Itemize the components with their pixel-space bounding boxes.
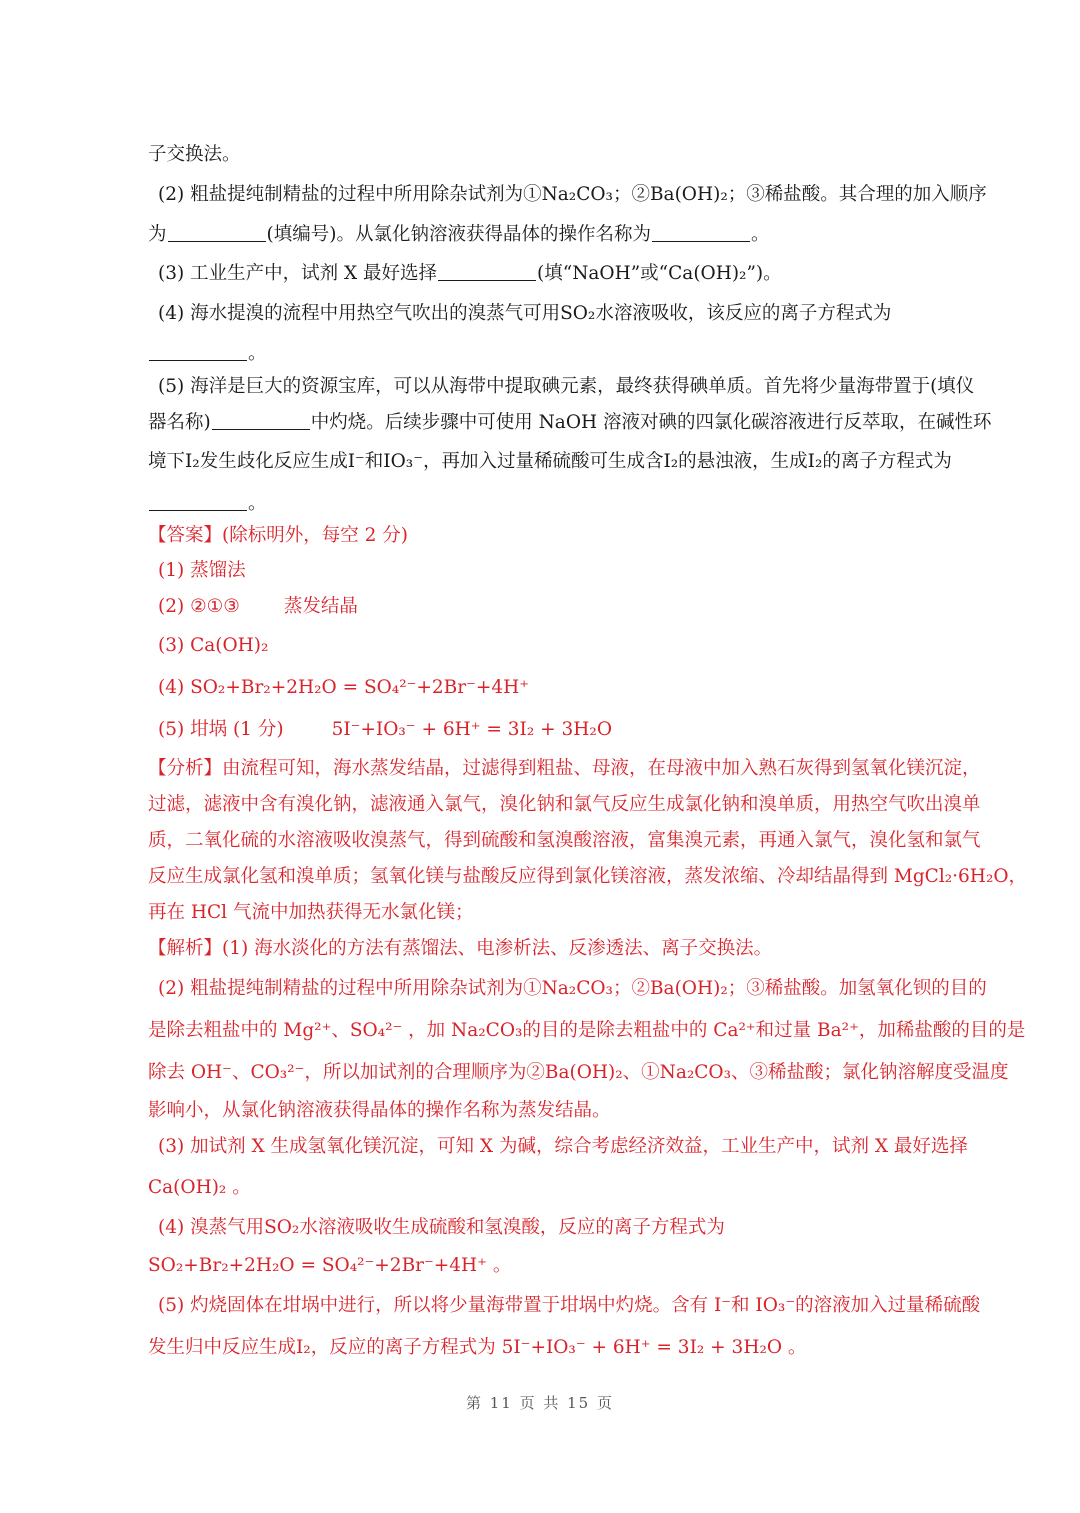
answer-2b: 蒸发结晶: [283, 596, 358, 617]
question-line-5-end: 。: [248, 343, 267, 364]
explanation-line-8: (4) 溴蒸气用SO₂水溶液吸收生成硫酸和氢溴酸，反应的离子方程式为: [158, 1217, 725, 1238]
question-line-6: (5) 海洋是巨大的资源宝库，可以从海带中提取碘元素，最终获得碘单质。首先将少量海带置于(填仪: [158, 376, 975, 397]
answer-5a: (5) 坩埚 (1 分): [158, 719, 284, 740]
explanation-line-6: (3) 加试剂 X 生成氢氧化镁沉淀，可知 X 为碱，综合考虑经济效益，工业生产中，试剂 X 最好选择: [158, 1136, 968, 1157]
answer-blank: [652, 223, 750, 242]
question-line-7a: 器名称): [148, 412, 211, 433]
explanation-line-7: Ca(OH)₂ 。: [148, 1177, 251, 1198]
answer-1: (1) 蒸馏法: [158, 560, 246, 581]
question-line-7b: 中灼烧。后续步骤中可使用 NaOH 溶液对碘的四氯化碳溶液进行反萃取，在碱性环: [310, 412, 992, 433]
question-line-7: [148, 409, 992, 437]
explanation-line-2: (2) 粗盐提纯制精盐的过程中所用除杂试剂为①Na₂CO₃；②Ba(OH)₂；③稀盐酸。加氢氧化钡的目的: [158, 978, 987, 999]
question-line-2b: (填编号)。从氯化钠溶液获得晶体的操作名称为: [266, 224, 651, 245]
answer-blank: [212, 411, 310, 430]
explanation-line-10: (5) 灼烧固体在坩埚中进行，所以将少量海带置于坩埚中灼烧。含有 I⁻和 IO₃⁻的溶液加入过量稀硫酸: [158, 1295, 981, 1316]
analysis-line-3: 质，二氧化硫的水溶液吸收溴蒸气，得到硫酸和氢溴酸溶液，富集溴元素，再通入氯气，溴化氢和氯气: [148, 830, 981, 851]
question-line-8: 境下I₂发生歧化反应生成I⁻和IO₃⁻，再加入过量稀硫酸可生成含I₂的悬浊液，生成I₂的离子方程式为: [148, 451, 952, 472]
explanation-line-9: SO₂+Br₂+2H₂O = SO₄²⁻+2Br⁻+4H⁺ 。: [148, 1255, 512, 1276]
answer-blank: [149, 342, 247, 361]
analysis-line-5: 再在 HCl 气流中加热获得无水氯化镁；: [148, 902, 474, 923]
analysis-line-1: 【分析】由流程可知，海水蒸发结晶，过滤得到粗盐、母液，在母液中加入熟石灰得到氢氧化镁沉淀，: [148, 758, 981, 779]
question-line-9: [148, 490, 978, 518]
question-line-2: [148, 221, 978, 249]
question-line-2a: 为: [148, 224, 167, 245]
answer-5b: 5I⁻+IO₃⁻ + 6H⁺ = 3I₂ + 3H₂O: [331, 719, 612, 740]
question-line-3: [158, 260, 988, 288]
question-line-5: [148, 340, 978, 368]
answer-5: [158, 716, 988, 744]
answer-blank: [149, 492, 247, 511]
answer-header: 【答案】(除标明外，每空 2 分): [148, 525, 408, 546]
question-line-4: (4) 海水提溴的流程中用热空气吹出的溴蒸气可用SO₂水溶液吸收，该反应的离子方程式为: [158, 303, 892, 324]
question-line-1: (2) 粗盐提纯制精盐的过程中所用除杂试剂为①Na₂CO₃；②Ba(OH)₂；③稀盐酸。其合理的加入顺序: [158, 184, 987, 205]
answer-2a: (2) ②①③: [158, 596, 240, 617]
answer-3: (3) Ca(OH)₂: [158, 635, 269, 656]
question-line-3a: (3) 工业生产中，试剂 X 最好选择: [158, 263, 438, 284]
question-line-9-end: 。: [248, 493, 267, 514]
explanation-line-11: 发生归中反应生成I₂，反应的离子方程式为 5I⁻+IO₃⁻ + 6H⁺ = 3I₂ + 3H₂O 。: [148, 1337, 807, 1358]
page-number: 第 11 页 共 15 页: [465, 1394, 614, 1412]
explanation-line-4: 除去 OH⁻、CO₃²⁻，所以加试剂的合理顺序为②Ba(OH)₂、①Na₂CO₃、③稀盐酸；氯化钠溶解度受温度: [148, 1062, 1009, 1083]
answer-blank: [438, 262, 536, 281]
question-line-2c: 。: [750, 224, 770, 245]
explanation-line-5: 影响小，从氯化钠溶液获得晶体的操作名称为蒸发结晶。: [148, 1100, 611, 1121]
answer-2: [158, 593, 988, 621]
question-line-0: 子交换法。: [148, 144, 241, 165]
explanation-line-3: 是除去粗盐中的 Mg²⁺、SO₄²⁻ ，加 Na₂CO₃的目的是除去粗盐中的 Ca²⁺和过量 Ba²⁺，加稀盐酸的目的是: [148, 1020, 1026, 1041]
explanation-line-1: 【解析】(1) 海水淡化的方法有蒸馏法、电渗析法、反渗透法、离子交换法。: [148, 938, 773, 959]
question-line-3b: (填“NaOH”或“Ca(OH)₂”)。: [537, 263, 782, 284]
analysis-line-4: 反应生成氯化氢和溴单质；氢氧化镁与盐酸反应得到氯化镁溶液，蒸发浓缩、冷却结晶得到 MgCl₂·6H₂O，: [148, 866, 1028, 887]
answer-blank: [168, 223, 266, 242]
analysis-line-2: 过滤，滤液中含有溴化钠，滤液通入氯气，溴化钠和氯气反应生成氯化钠和溴单质，用热空气吹出溴单: [148, 794, 981, 815]
answer-4: (4) SO₂+Br₂+2H₂O = SO₄²⁻+2Br⁻+4H⁺: [158, 677, 530, 698]
